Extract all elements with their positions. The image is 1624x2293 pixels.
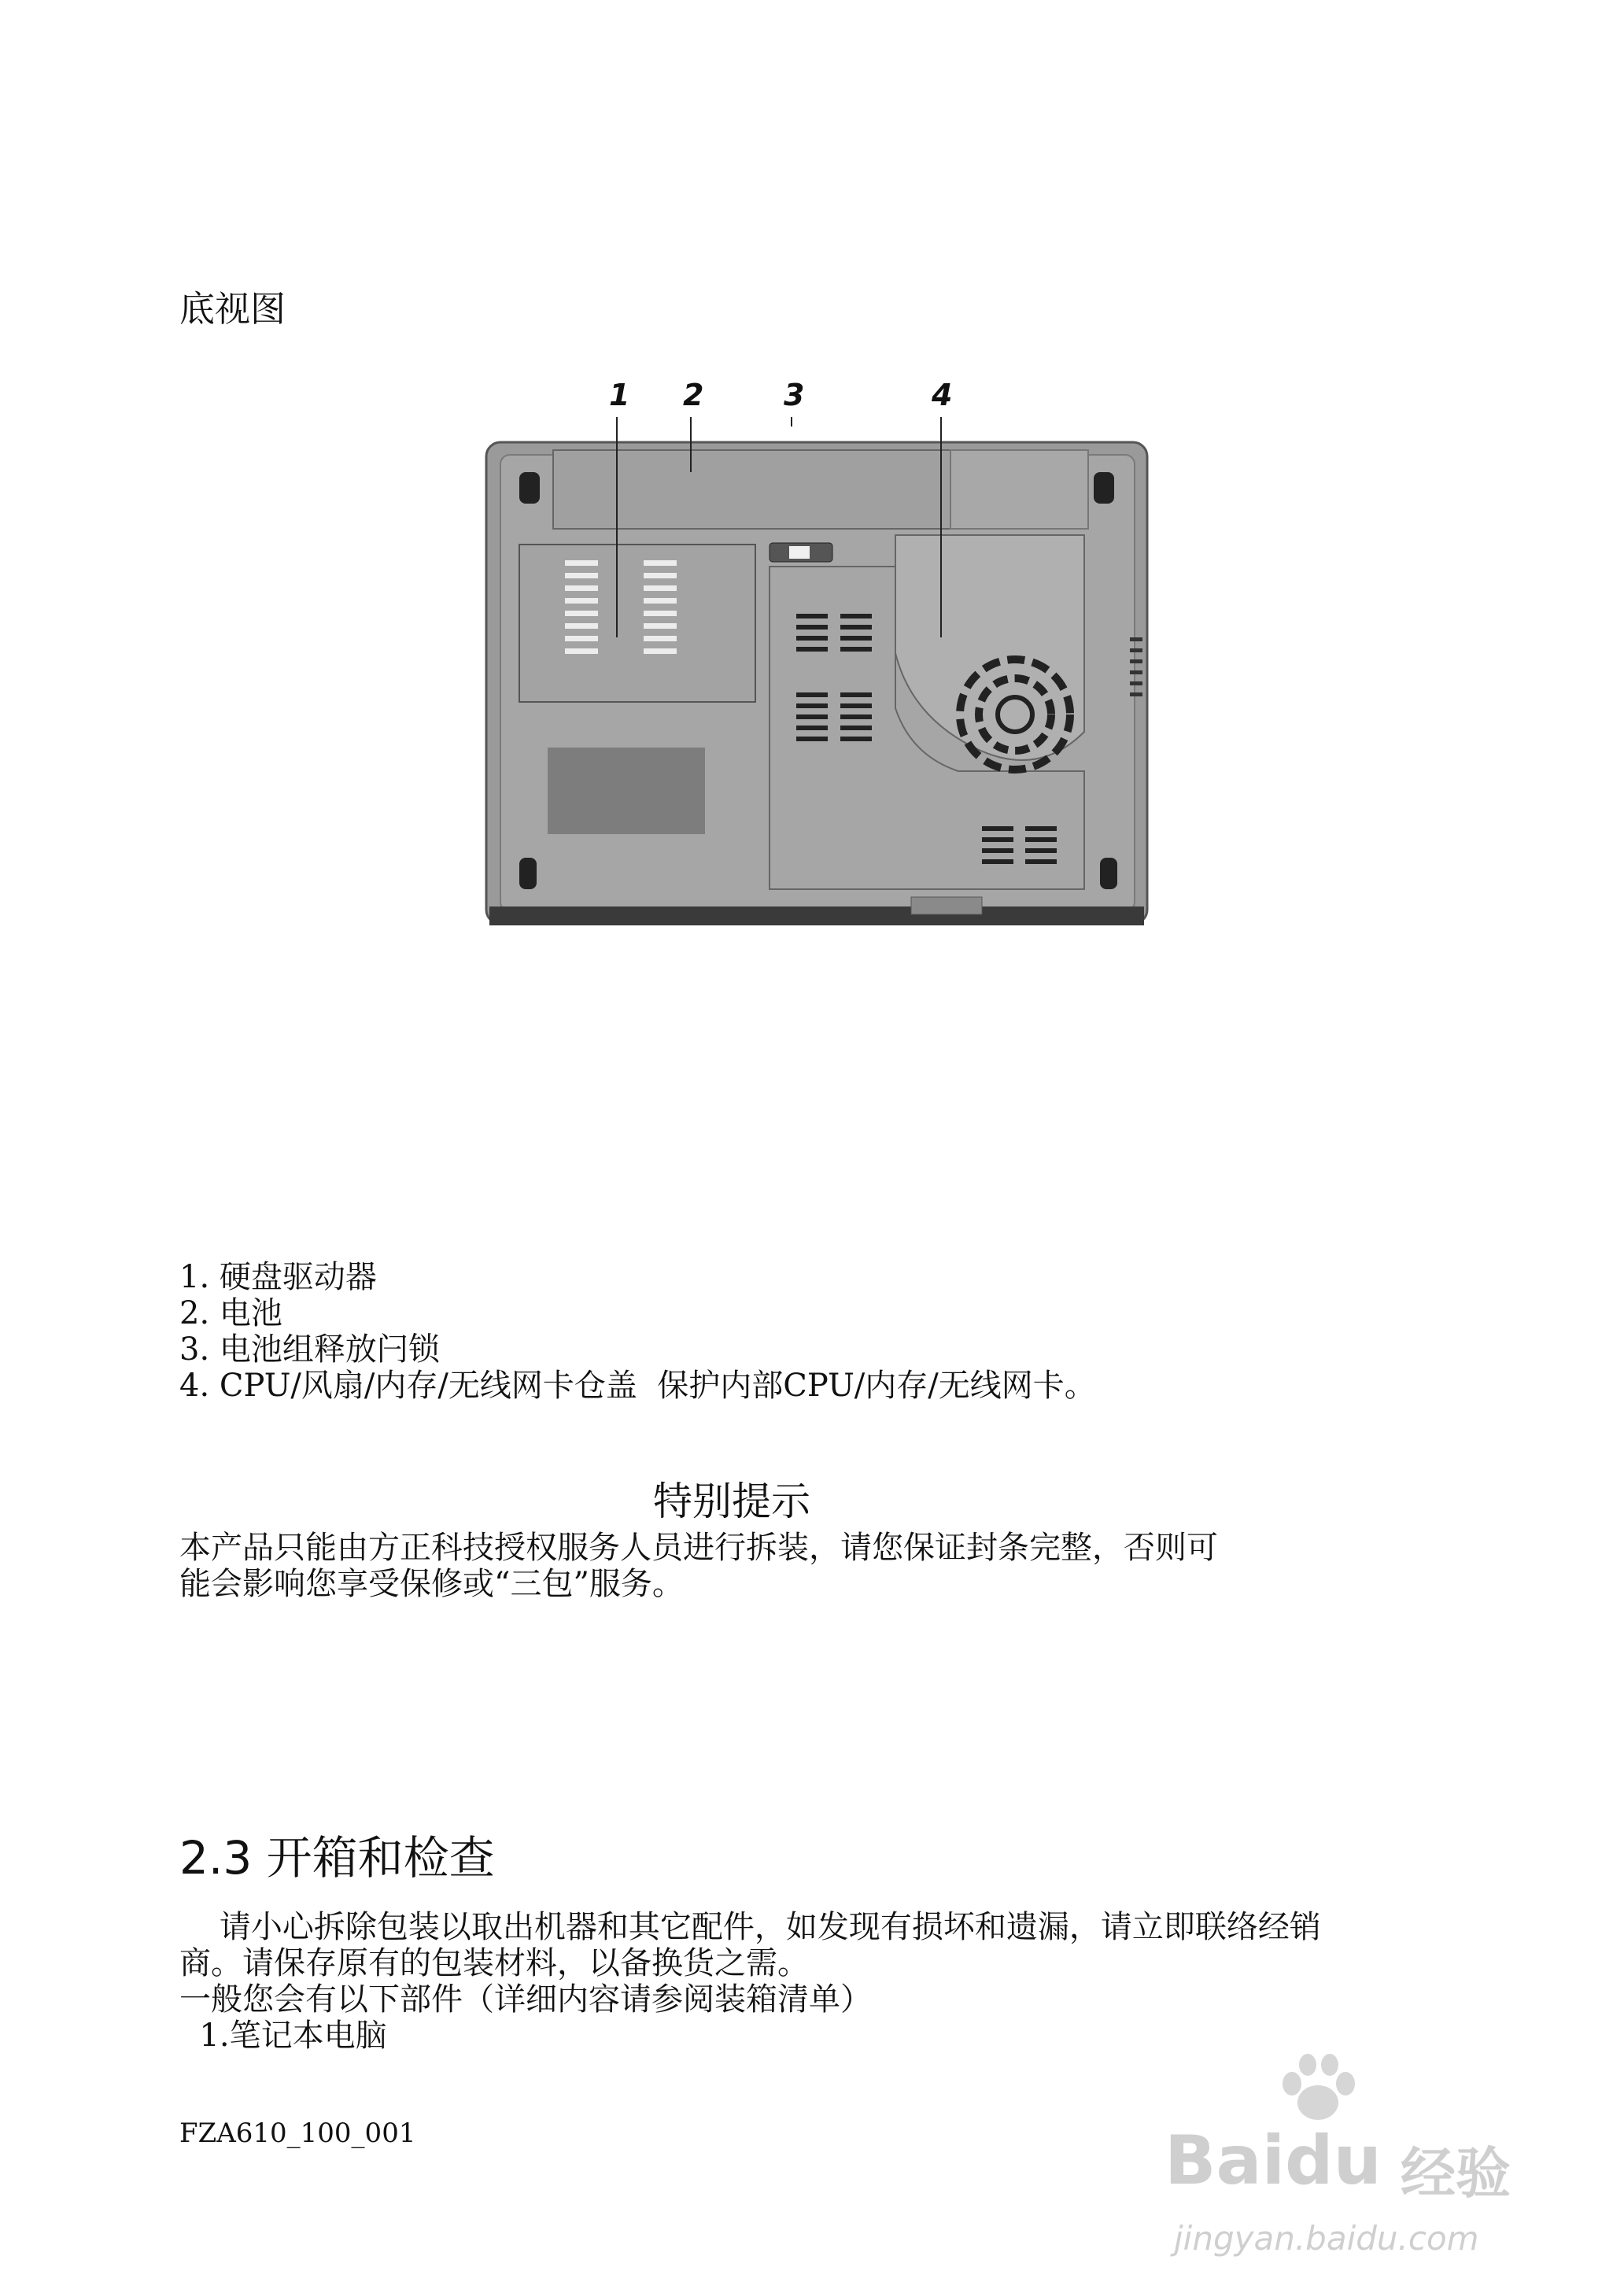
section-body bbox=[179, 1909, 1321, 2054]
section-line: 请小心拆除包装以取出机器和其它配件，如发现有损坏和遗漏，请立即联络经销 bbox=[179, 1909, 1321, 1945]
paw-icon bbox=[1275, 2054, 1361, 2125]
section-line: 一般您会有以下部件（详细内容请参阅装箱清单） bbox=[179, 1981, 872, 2018]
callout-3: 3 bbox=[784, 378, 805, 412]
section-title: 2.3 开箱和检查 bbox=[179, 1831, 495, 1885]
callout-2: 2 bbox=[683, 378, 704, 412]
laptop-bottom-illustration bbox=[471, 378, 1163, 944]
watermark-service: 经验 bbox=[1401, 2141, 1511, 2206]
watermark-brand: Baidu bbox=[1164, 2121, 1382, 2200]
component-legend bbox=[179, 1259, 1096, 1404]
page-heading: 底视图 bbox=[179, 288, 286, 330]
legend-item: 4. CPU/风扇/内存/无线网卡仓盖 保护内部CPU/内存/无线网卡。 bbox=[179, 1368, 1096, 1404]
baidu-jingyan-watermark bbox=[1164, 2054, 1605, 2274]
section-line: 1.笔记本电脑 bbox=[179, 2018, 387, 2054]
legend-item: 1. 硬盘驱动器 bbox=[179, 1259, 377, 1295]
legend-item: 3. 电池组释放闩锁 bbox=[179, 1331, 440, 1368]
section-line: 商。请保存原有的包装材料，以备换货之需。 bbox=[179, 1945, 809, 1981]
footer-code: FZA610_100_001 bbox=[179, 2118, 416, 2149]
notice-body bbox=[179, 1530, 1218, 1602]
legend-item: 2. 电池 bbox=[179, 1295, 282, 1331]
laptop-bottom-figure bbox=[471, 378, 1163, 944]
watermark-url: jingyan.baidu.com bbox=[1174, 2219, 1479, 2258]
notice-title: 特别提示 bbox=[653, 1479, 810, 1524]
notice-line: 能会影响您享受保修或“三包”服务。 bbox=[179, 1566, 684, 1602]
notice-line: 本产品只能由方正科技授权服务人员进行拆装，请您保证封条完整，否则可 bbox=[179, 1530, 1218, 1566]
callout-1: 1 bbox=[609, 378, 630, 412]
callout-4: 4 bbox=[932, 378, 953, 412]
